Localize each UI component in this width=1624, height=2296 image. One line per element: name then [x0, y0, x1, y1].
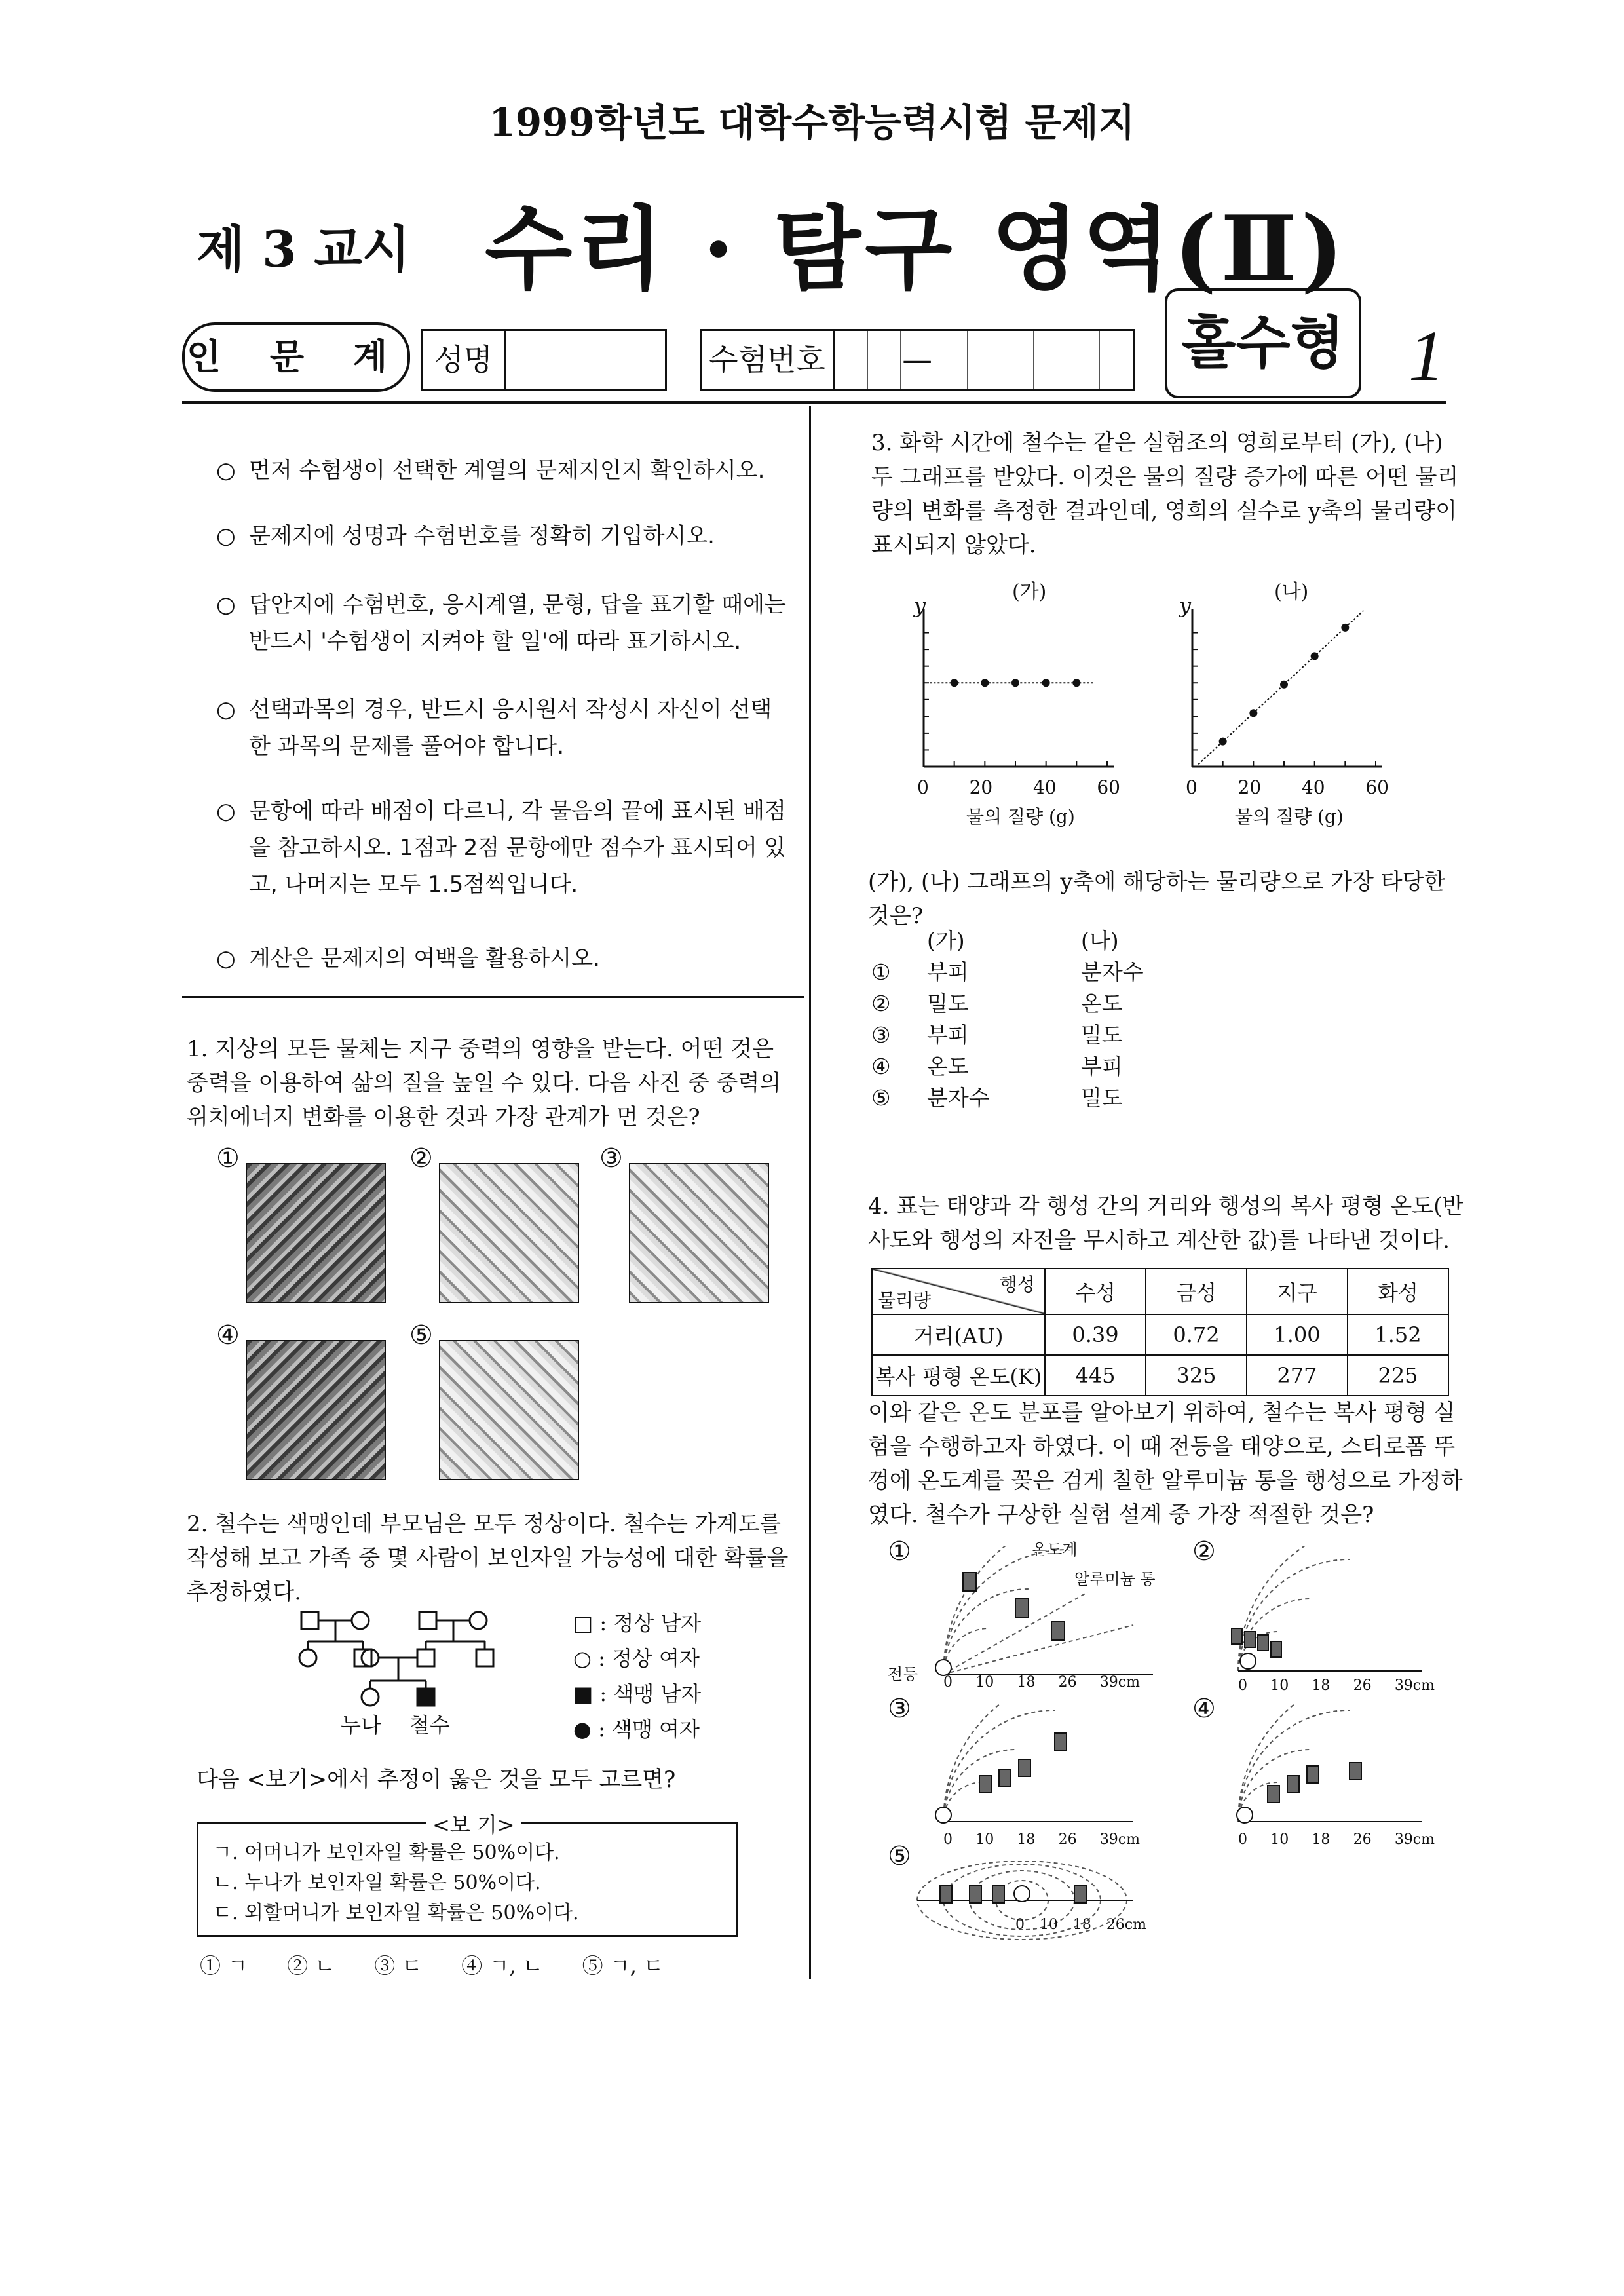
pedigree-sister-label: 누나 — [341, 1713, 381, 1738]
x-tick: 60 — [1097, 776, 1120, 798]
x-tick: 0 — [1186, 776, 1198, 798]
q2-answers — [200, 1949, 664, 1980]
bogi-item: ㄱ. 어머니가 보인자일 확률은 50%이다. — [213, 1841, 560, 1864]
x-tick: 20 — [1237, 776, 1262, 798]
table-header-planet: 수성 — [1045, 1269, 1146, 1314]
data-point — [1219, 738, 1227, 746]
graph-na-x-ticks — [1186, 776, 1389, 798]
exam-number-field[interactable] — [700, 329, 1135, 391]
exam-digit-cell[interactable] — [1067, 331, 1101, 389]
data-point — [1072, 679, 1080, 687]
q4-design-4 — [1225, 1704, 1448, 1835]
q3-option-1[interactable]: ① 부피 분자수 — [871, 959, 1144, 985]
header-divider — [182, 401, 1446, 404]
q2-answer-5[interactable]: ⑤ ㄱ, ㄷ — [582, 1953, 664, 1978]
table-corner-cell: 행성 물리량 — [872, 1269, 1045, 1314]
notice-item: ○ 문항에 따라 배점이 다르니, 각 물음의 끝에 표시된 배점을 참고하시오. 1점과 2점 문항에만 점수가 표시되어 있고, 나머지는 모두 1.5점씩입니다. — [216, 798, 786, 898]
q4-scale-1: 0 10 18 26 39cm — [943, 1674, 1140, 1691]
data-point — [1011, 679, 1019, 687]
q4-scale-4: 0 10 18 26 39cm — [1238, 1831, 1435, 1848]
pedigree-chart — [288, 1609, 524, 1766]
q1-photo-skier — [629, 1163, 769, 1303]
exam-digit-cell[interactable] — [934, 331, 968, 389]
table-cell: 445 — [1045, 1355, 1146, 1396]
question-3-text: 3. 화학 시간에 철수는 같은 실험조의 영희로부터 (가), (나) 두 그래프를 받았다. 이것은 물의 질량 증가에 따른 어떤 물리량의 변화를 측정한 결과인데, 영희의 실수로 y축의 물리량이 표시되지 않았다. — [871, 430, 1459, 558]
pedigree-legend — [573, 1605, 701, 1747]
graph-ga-title: (가) — [1012, 581, 1047, 603]
graph-na-title: (나) — [1274, 581, 1309, 603]
notice-item: ○ 계산은 문제지의 여백을 활용하시오. — [216, 946, 600, 972]
notice-item: ○ 선택과목의 경우, 반드시 응시원서 작성시 자신이 선택한 과목의 문제를 풀어야 합니다. — [216, 697, 772, 759]
table-cell: 0.72 — [1146, 1314, 1247, 1355]
graph-ga-y-label: y — [914, 593, 926, 618]
q4-scale-5: 0 10 18 26cm — [1015, 1917, 1146, 1933]
q3-option-2[interactable]: ② 밀도 온도 — [871, 991, 1123, 1016]
column-divider — [809, 406, 811, 1979]
table-cell: 1.52 — [1348, 1314, 1448, 1355]
legend-colorblind-female: ● : 색맹 여자 — [573, 1717, 700, 1742]
q4-choice-2[interactable]: ② — [1192, 1537, 1216, 1567]
q4-design-2 — [1225, 1546, 1448, 1677]
pedigree-cheolsu-label: 철수 — [409, 1713, 450, 1738]
question-4-text: 4. 표는 태양과 각 행성 간의 거리와 행성의 복사 평형 온도(반사도와 행성의 자전을 무시하고 계산한 값)를 나타낸 것이다. — [868, 1193, 1464, 1253]
lamp-label: 전등 — [888, 1665, 918, 1683]
x-tick: 0 — [917, 776, 929, 798]
table-row-label: 거리(AU) — [872, 1314, 1045, 1355]
graph-ga — [917, 603, 1127, 780]
table-header-planet: 지구 — [1247, 1269, 1348, 1314]
legend-colorblind-male: ■ : 색맹 남자 — [573, 1681, 702, 1706]
data-point — [981, 679, 989, 687]
form-type-badge: 홀수형 — [1165, 288, 1361, 398]
q4-design-3 — [917, 1704, 1179, 1835]
track-badge: 인 문 계 — [182, 322, 410, 392]
legend-normal-female: ○ : 정상 여자 — [573, 1646, 700, 1671]
table-cell: 1.00 — [1247, 1314, 1348, 1355]
thermometer-label: 온도계 — [1032, 1540, 1078, 1559]
notice-item: ○ 문제지에 성명과 수험번호를 정확히 기입하시오. — [216, 523, 715, 549]
q4-choice-3[interactable]: ③ — [888, 1694, 911, 1724]
q4-design-5 — [911, 1861, 1160, 1946]
exam-number-dash: — — [901, 331, 934, 389]
q1-photo-steam-train — [246, 1163, 386, 1303]
q3-options-table: (가) (나) ① 부피 분자수 ② 밀도 온도 ③ 부피 밀도 ④ 온도 부피 ⑤ 분자수 밀도 — [871, 925, 1144, 1114]
q4-scale-3: 0 10 18 26 39cm — [943, 1831, 1140, 1848]
table-header-planet: 금성 — [1146, 1269, 1247, 1314]
exam-digit-cell[interactable] — [868, 331, 901, 389]
q1-photo-mill — [439, 1163, 579, 1303]
notice-divider — [182, 996, 804, 998]
notice-item: ○ 답안지에 수험번호, 응시계열, 문형, 답을 표기할 때에는 반드시 '수험생이 지켜야 할 일'에 따라 표기하시오. — [216, 592, 786, 655]
data-point — [1042, 679, 1050, 687]
exam-digit-cell[interactable] — [835, 331, 868, 389]
q4-choice-4[interactable]: ④ — [1192, 1694, 1216, 1724]
legend-normal-male: □ : 정상 남자 — [573, 1611, 702, 1636]
question-2-text: 2. 철수는 색맹인데 부모님은 모두 정상이다. 철수는 가계도를 작성해 보고 가족 중 몇 사람이 보인자일 가능성에 대한 확률을 추정하였다. — [187, 1511, 789, 1605]
q2-answer-2[interactable]: ② ㄴ — [287, 1953, 335, 1978]
table-row — [872, 1314, 1448, 1355]
q1-choice-5[interactable]: ⑤ — [409, 1320, 433, 1350]
x-tick: 40 — [1301, 776, 1325, 798]
table-row — [872, 1355, 1448, 1396]
data-point — [1280, 681, 1288, 689]
graph-na — [1186, 603, 1395, 780]
q1-choice-3[interactable]: ③ — [599, 1143, 623, 1174]
graph-na-y-label: y — [1179, 593, 1192, 618]
data-point — [1249, 709, 1257, 717]
q3-option-3[interactable]: ③ 부피 밀도 — [871, 1022, 1123, 1048]
notice-item: ○ 먼저 수험생이 선택한 계열의 문제지인지 확인하시오. — [216, 457, 765, 484]
name-field[interactable] — [421, 329, 667, 391]
q4-choice-1[interactable]: ① — [888, 1537, 911, 1567]
q2-answer-1[interactable]: ① ㄱ — [200, 1953, 248, 1978]
q3-option-5[interactable]: ⑤ 분자수 밀도 — [871, 1085, 1123, 1111]
question-3-prompt: (가), (나) 그래프의 y축에 해당하는 물리량으로 가장 타당한 것은? — [868, 869, 1446, 929]
subject-title: 수리 · 탐구 영역(Ⅱ) — [485, 195, 1348, 302]
q1-choice-4[interactable]: ④ — [216, 1320, 240, 1350]
table-row-label: 복사 평형 온도(K) — [872, 1355, 1045, 1396]
q3-option-4[interactable]: ④ 온도 부피 — [871, 1054, 1123, 1079]
q1-choice-2[interactable]: ② — [409, 1143, 433, 1174]
graph-ga-x-ticks — [917, 776, 1120, 798]
table-header-planet: 화성 — [1348, 1269, 1448, 1314]
q1-photo-swing — [439, 1340, 579, 1480]
exam-digit-cell[interactable] — [1034, 331, 1067, 389]
exam-number-label: 수험번호 — [702, 331, 835, 389]
question-2-prompt: 다음 <보기>에서 추정이 옳은 것을 모두 고르면? — [197, 1767, 676, 1793]
planet-table — [871, 1268, 1449, 1396]
q4-scale-2: 0 10 18 26 39cm — [1238, 1677, 1435, 1694]
table-cell: 277 — [1247, 1355, 1348, 1396]
period-label: 제 3 교시 — [197, 220, 411, 278]
graph-ga-x-label: 물의 질량 (g) — [966, 806, 1075, 828]
q1-photo-waterwheel — [246, 1340, 386, 1480]
question-1-text: 1. 지상의 모든 물체는 지구 중력의 영향을 받는다. 어떤 것은 중력을 이용하여 삶의 질을 높일 수 있다. 다음 사진 중 중력의 위치에너지 변화를 이용한 것과 가장 관계가 먼 것은? — [187, 1036, 782, 1130]
exam-year-title: 1999학년도 대학수학능력시험 문제지 — [489, 100, 1135, 145]
x-tick: 60 — [1365, 776, 1389, 798]
exam-digit-cell[interactable] — [968, 331, 1001, 389]
bogi-title: <보 기> — [426, 1808, 521, 1839]
page-number: 1 — [1408, 316, 1445, 396]
graph-na-x-label: 물의 질량 (g) — [1235, 806, 1344, 828]
exam-digit-cell[interactable] — [1100, 331, 1133, 389]
planet-table-wrap — [871, 1268, 1449, 1396]
x-tick: 40 — [1032, 776, 1057, 798]
bogi-items — [213, 1838, 579, 1928]
bogi-item: ㄷ. 외할머니가 보인자일 확률은 50%이다. — [213, 1902, 579, 1924]
name-input-area[interactable] — [506, 331, 665, 389]
q4-choice-5[interactable]: ⑤ — [888, 1841, 911, 1871]
can-label: 알루미늄 통 — [1074, 1570, 1156, 1588]
data-point — [1311, 652, 1319, 660]
table-cell: 0.39 — [1045, 1314, 1146, 1355]
bogi-item: ㄴ. 누나가 보인자일 확률은 50%이다. — [213, 1871, 541, 1894]
x-tick: 20 — [969, 776, 993, 798]
data-point — [951, 679, 958, 687]
q1-choice-1[interactable]: ① — [216, 1143, 240, 1174]
name-label: 성명 — [423, 331, 506, 389]
exam-digit-cell[interactable] — [1000, 331, 1034, 389]
table-cell: 325 — [1146, 1355, 1247, 1396]
q2-answer-4[interactable]: ④ ㄱ, ㄴ — [461, 1953, 543, 1978]
question-4-text-2: 이와 같은 온도 분포를 알아보기 위하여, 철수는 복사 평형 실험을 수행하고자 하였다. 이 때 전등을 태양으로, 스티로폼 뚜껑에 온도계를 꽂은 검게 칠한 알루미늄 통을 행성으로 가정하였다. 철수가 구상한 실험 설계 중 가장 적절한 것은? — [868, 1400, 1463, 1528]
data-point — [1341, 624, 1349, 632]
table-cell: 225 — [1348, 1355, 1448, 1396]
q2-answer-3[interactable]: ③ ㄷ — [374, 1953, 423, 1978]
